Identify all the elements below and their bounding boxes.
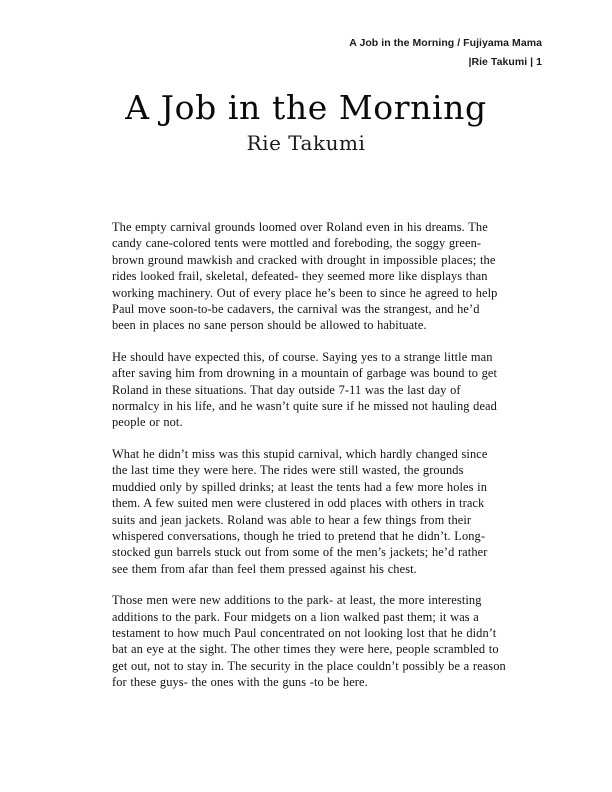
paragraph: Those men were new additions to the park- at least, the more interesting additions to the park. Four midgets on a lion walked past them; it was a testament to how much Paul concentrated on not looking lost that he didn’t bat an eye at the sight. The other times they were here, people scrambled to get out, not to stay in. The security in the place couldn’t possibly be a reason for these guys- the ones with the guns -to be here.: [112, 593, 506, 690]
header-title-line: A Job in the Morning / Fujiyama Mama: [349, 37, 542, 49]
body-text: [112, 219, 506, 691]
header-author-page-line: |Rie Takumi | 1: [468, 56, 542, 68]
title-block: [0, 88, 612, 156]
page-title: A Job in the Morning: [125, 88, 487, 127]
paragraph: He should have expected this, of course. Saying yes to a strange little man after saving him from drowning in a mountain of garbage was bound to get Roland in these situations. That day outside 7-11 was the last day of normalcy in his life, and he wasn’t quite sure if he missed not hauling dead people or not.: [112, 349, 498, 430]
paragraph: The empty carnival grounds loomed over Roland even in his dreams. The candy cane-colored tents were mottled and foreboding, the soggy green-brown ground mawkish and cracked with drought in impossible places; the rides looked frail, skeletal, defeated- they seemed more like displays than working machinery. Out of every place he’s been to since he agreed to help Paul move soon-to-be cadavers, the carnival was the strangest, and he’d been in places no sane person should be allowed to habituate.: [112, 220, 498, 333]
running-header: [70, 34, 542, 72]
author-byline: Rie Takumi: [246, 131, 366, 155]
paragraph: What he didn’t miss was this stupid carnival, which hardly changed since the last time they were here. The rides were still wasted, the grounds muddied only by spilled drinks; at least the tents had a few more holes in them. A few suited men were clustered in odd places with others in track suits and jean jackets. Roland was able to hear a few things from their whispered conversations, though he tried to pretend that he didn’t. Long-stocked gun barrels stuck out from some of the men’s jackets; he’d rather see them from afar than feel them pressed against his chest.: [112, 446, 488, 576]
